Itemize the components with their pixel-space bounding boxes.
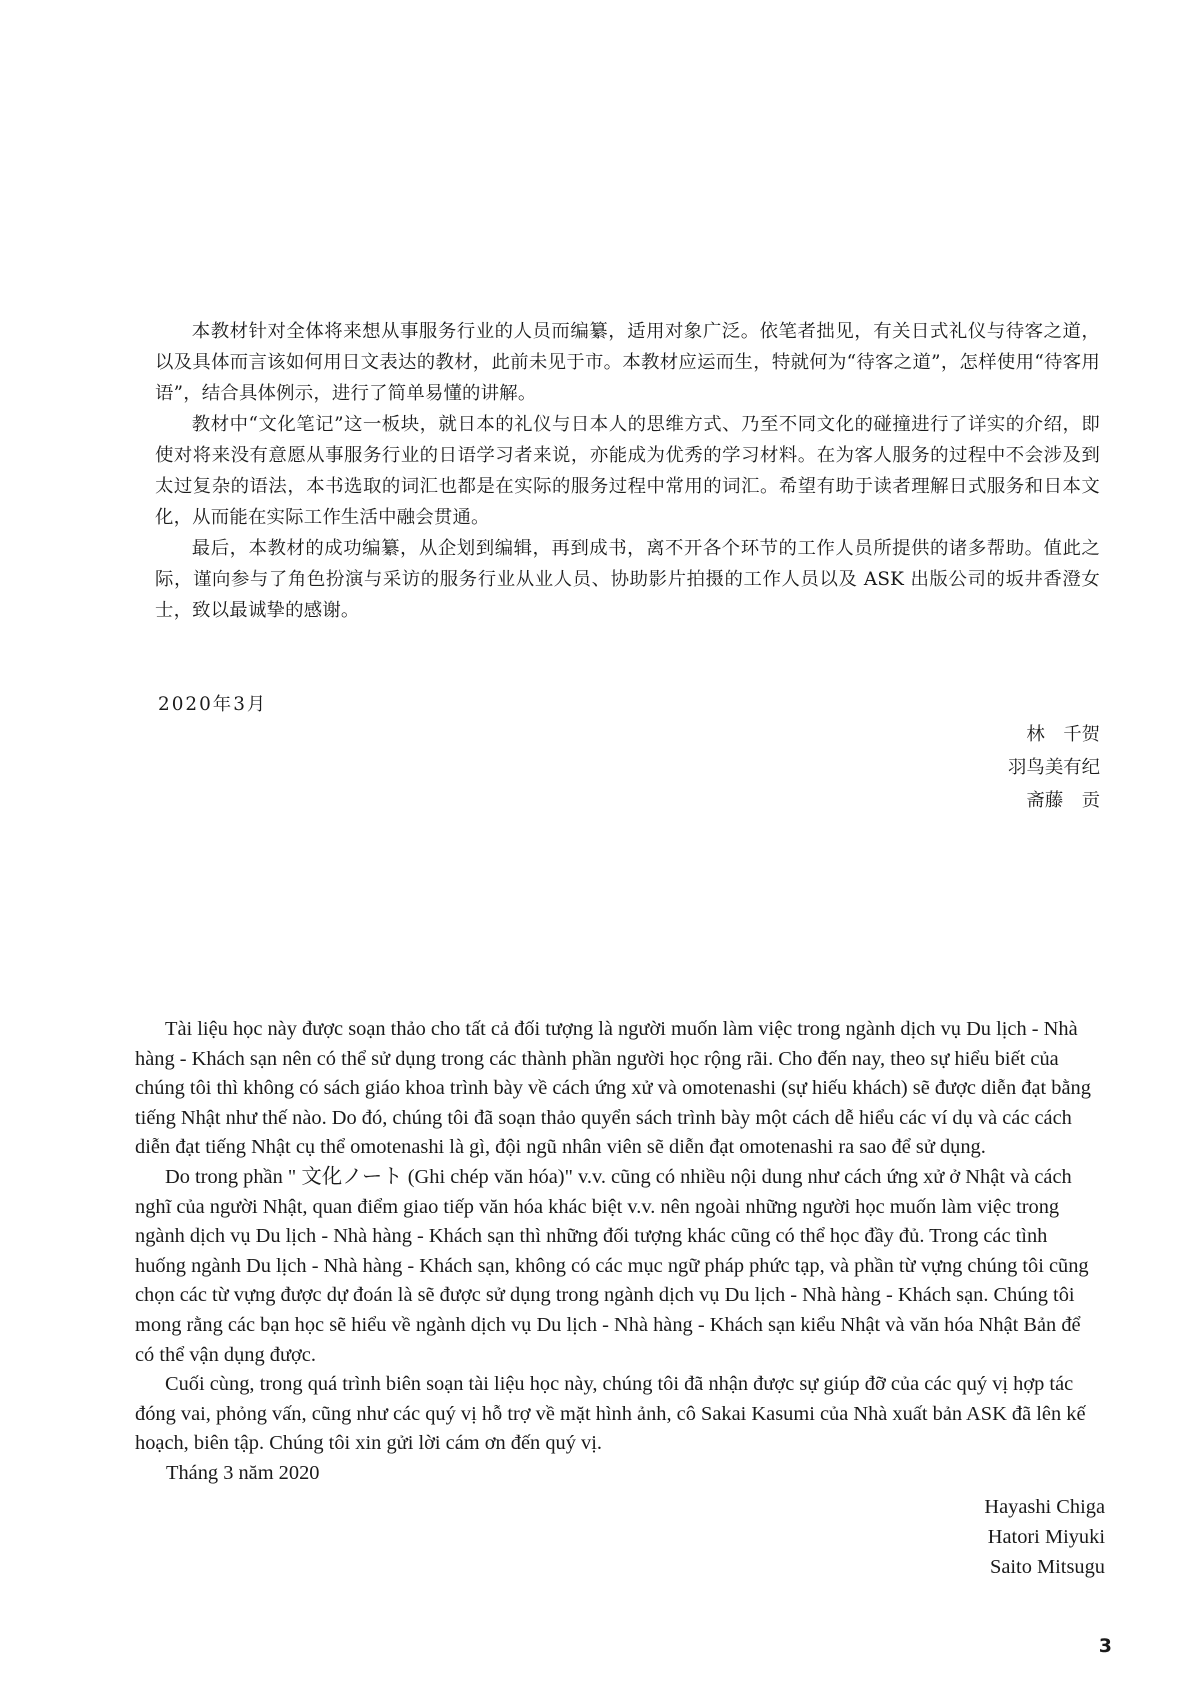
page-number: 3 [1098, 1635, 1112, 1657]
vietnamese-paragraph-2: Do trong phần " 文化ノート (Ghi chép văn hóa)" v.v. cũng có nhiều nội dung như cách ứng xử ở Nhật và cách nghĩ của người Nhật, quan điểm giao tiếp văn hóa khác biệt v.v. nên ngoài những người học muốn làm việc trong ngành dịch vụ Du lịch - Nhà hàng - Khách sạn thì những đối tượng khác cũng có thể học đầy đủ. Trong các tình huống ngành Du lịch - Nhà hàng - Khách sạn, không có các mục ngữ pháp phức tạp, và phần từ vựng chúng tôi cũng chọn các từ vựng được dự đoán là sẽ được sử dụng trong ngành dịch vụ Du lịch - Nhà hàng - Khách sạn. Chúng tôi mong rằng các bạn học sẽ hiểu về ngành dịch vụ Du lịch - Nhà hàng - Khách sạn kiểu Nhật và văn hóa Nhật Bản để có thể vận dụng được. [135, 1165, 1089, 1366]
vietnamese-paragraph-3: Cuối cùng, trong quá trình biên soạn tài liệu học này, chúng tôi đã nhận được sự giúp đỡ của các quý vị hợp tác đóng vai, phỏng vấn, cũng như các quý vị hỗ trợ về mặt hình ảnh, cô Sakai Kasumi của Nhà xuất bản ASK đã lên kế hoạch, biên tập. Chúng tôi xin gửi lời cám ơn đến quý vị. [135, 1373, 1086, 1455]
chinese-preface [155, 316, 1100, 626]
chinese-paragraph-3: 最后，本教材的成功编纂，从企划到编辑，再到成书，离不开各个环节的工作人员所提供的诸多帮助。值此之际，谨向参与了角色扮演与采访的服务行业从业人员、协助影片拍摄的工作人员以及 ASK 出版公司的坂井香澄女士，致以最诚挚的感谢。 [155, 538, 1100, 621]
vietnamese-preface [135, 1015, 1093, 1459]
chinese-paragraph-1: 本教材针对全体将来想从事服务行业的人员而编纂，适用对象广泛。依笔者拙见，有关日式礼仪与待客之道，以及具体而言该如何用日文表达的教材，此前未见于市。本教材应运而生，特就何为“待客之道”，怎样使用“待客用语”，结合具体例示，进行了简单易懂的讲解。 [155, 321, 1100, 404]
vietnamese-author-2: Hatori Miyuki [987, 1526, 1105, 1548]
chinese-author-3: 斋藤 贡 [1026, 790, 1100, 811]
vietnamese-authors [805, 1492, 1105, 1582]
chinese-date: 2020年3月 [158, 694, 268, 715]
vietnamese-author-3: Saito Mitsugu [990, 1556, 1105, 1578]
vietnamese-paragraph-1: Tài liệu học này được soạn thảo cho tất cả đối tượng là người muốn làm việc trong ngành dịch vụ Du lịch - Nhà hàng - Khách sạn nên có thể sử dụng trong các thành phần người học rộng rãi. Cho đến nay, theo sự hiểu biết của chúng tôi thì không có sách giáo khoa trình bày về cách ứng xử và omotenashi (sự hiếu khách) sẽ được diễn đạt bằng tiếng Nhật như thế nào. Do đó, chúng tôi đã soạn thảo quyển sách trình bày một cách dễ hiểu các ví dụ và các cách diễn đạt tiếng Nhật cụ thể omotenashi là gì, đội ngũ nhân viên sẽ diễn đạt omotenashi ra sao để sử dụng. [135, 1018, 1091, 1159]
chinese-authors [800, 718, 1100, 817]
chinese-author-2: 羽鸟美有纪 [1008, 757, 1100, 778]
chinese-paragraph-2: 教材中“文化笔记”这一板块，就日本的礼仪与日本人的思维方式、乃至不同文化的碰撞进行了详实的介绍，即使对将来没有意愿从事服务行业的日语学习者来说，亦能成为优秀的学习材料。在为客人服务的过程中不会涉及到太过复杂的语法，本书选取的词汇也都是在实际的服务过程中常用的词汇。希望有助于读者理解日式服务和日本文化，从而能在实际工作生活中融会贯通。 [155, 414, 1100, 528]
chinese-author-1: 林 千贺 [1026, 724, 1100, 745]
vietnamese-author-1: Hayashi Chiga [984, 1496, 1105, 1518]
vietnamese-date: Tháng 3 năm 2020 [166, 1462, 320, 1484]
